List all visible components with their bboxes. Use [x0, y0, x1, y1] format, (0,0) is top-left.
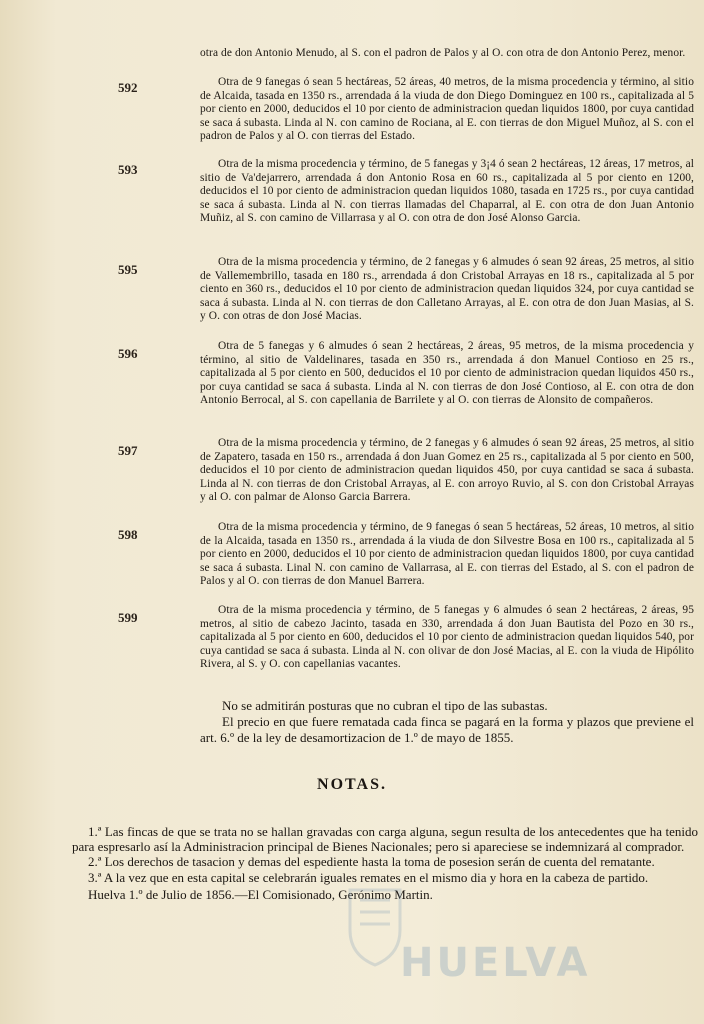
lot-number: 596 — [118, 346, 138, 361]
note-item: 1.ª Las fincas de que se trata no se hallan gravadas con carga alguna, segun resulta de los antecedentes que ha tenido para espresarlo así la Administracion principal de Bienes Nacionales; pero si apareciese se indemnizará al comprador. — [72, 824, 698, 855]
note-item: 2.ª Los derechos de tasacion y demas del espediente hasta la toma de posesion serán de cuenta del rematante. — [88, 854, 655, 870]
lot-text: Otra de la misma procedencia y término, de 2 fanegas y 6 almudes ó sean 92 áreas, 25 metros, al sitio de Vallemembrillo, tasada en 180 rs., arrendada á don Cristobal Arrayas en 18 rs., capitalizada al 5 por ciento en 360 rs., deducidos el 10 por ciento de administracion quedan liquidos 324, por cuya cantidad se saca á subasta. Linda al N. con tierras de don Calletano Arrayas, al E. con otra de don Juan Masias, al S. y O. con otras de don José Macias. — [200, 256, 694, 323]
lot-text: Otra de la misma procedencia y término, de 5 fanegas y 3¡4 ó sean 2 hectáreas, 12 áreas, 17 metros, al sitio de Va'dejarrero, arrendada á don Antonio Rosa en 60 rs., capitalizada al 5 por ciento en 1200, deducidos el 10 por ciento de administracion quedan liquidos 1080, tasada en 1725 rs., por cuya cantidad se saca á subasta. Linda al N. con tierras llamadas del Chaparral, al E. con otra de don Juan Antonio Muñiz, al S. con camino de Villarrasa y al O. con otra de don José Alonso Garcia. — [200, 158, 694, 225]
lot-number: 595 — [118, 262, 138, 277]
watermark-text: HUELVA — [400, 940, 591, 986]
lot-number: 593 — [118, 162, 138, 177]
closing-line-2: El precio en que fuere rematada cada finca se pagará en la forma y plazos que previene el art. 6.º de la ley de desamortizacion de 1.º de mayo de 1855. — [200, 714, 694, 745]
signature-line: Huelva 1.º de Julio de 1856.—El Comisionado, Gerónimo Martin. — [88, 886, 433, 902]
notes-title: NOTAS. — [317, 776, 387, 793]
lot-number: 599 — [118, 610, 138, 625]
lot-text: Otra de 5 fanegas y 6 almudes ó sean 2 hectáreas, 2 áreas, 95 metros, de la misma procedencia y término, al sitio de Valdelinares, tasada en 350 rs., arrendada á don Manuel Contioso en 25 rs., capitalizada al 5 por ciento en 500, deducidos el 10 por ciento de administracion quedan liquidos 450 rs., por cuya cantidad se saca á subasta. Linda al N. con tierras de don José Contioso, al E. con otra de don Antonio Berrocal, al S. con capellania de Barrilete y al O. con tierras de Alonsito de compañeros. — [200, 340, 694, 407]
lot-number: 597 — [118, 443, 138, 458]
note-item: 3.ª A la vez que en esta capital se celebrarán iguales remates en el mismo dia y hora en la cabeza de partido. — [88, 869, 649, 885]
lot-text: Otra de la misma procedencia y término, de 9 fanegas ó sean 5 hectáreas, 52 áreas, 10 metros, al sitio de la Alcaida, tasada en 1350 rs., arrendada á la viuda de don Silvestre Bosa en 100 rs., capitalizada al 5 por ciento en 2000, deducidos el 10 por ciento de administracion quedan liquidos 1800, por cuya cantidad se saca á subasta. Linal N. con camino de Vallarrasa, al E. con tierras del Estado, al S. con el padron de Palos y al O. con tierras de don Manuel Barrera. — [200, 521, 694, 588]
lot-number: 598 — [118, 527, 138, 542]
lot-text: Otra de la misma procedencia y término, de 5 fanegas y 6 almudes ó sean 2 hectáreas, 2 áreas, 95 metros, al sitio de cabezo Jacinto, tasada en 330, arrendada á don Juan Bautista del Pozo en 30 rs., capitalizada al 5 por ciento en 600, deducidos el 10 por ciento de administracion quedan liquidos 540, por cuya cantidad se saca á subasta. Linda al N. con olivar de don José Macias, al E. con la viuda de Hipólito Rivera, al S. y O. con capellanias vacantes. — [200, 604, 694, 671]
lot-text: Otra de la misma procedencia y término, de 2 fanegas y 6 almudes ó sean 92 áreas, 25 metros, al sitio de Zapatero, tasada en 150 rs., arrendada á don Juan Gomez en 25 rs., capitalizada al 5 por ciento en 500, deducidos el 10 por ciento de administracion quedan liquidos 450, por cuya cantidad se saca á subasta. Linda al N. con tierras de don Cristobal Arrayas, al E. con arroyo Ruvio, al S. con don Cristobal Arrayas y al O. con palmar de Alonso Garcia Barrera. — [200, 437, 694, 504]
lot-number: 592 — [118, 80, 138, 95]
closing-line-1: No se admitirán posturas que no cubran el tipo de las subastas. — [222, 698, 548, 713]
lot-text: otra de don Antonio Menudo, al S. con el padron de Palos y al O. con otra de don Antonio Perez, menor. — [200, 47, 686, 59]
lot-text: Otra de 9 fanegas ó sean 5 hectáreas, 52 áreas, 40 metros, de la misma procedencia y término, al sitio de Alcaida, tasada en 1350 rs., arrendada á la viuda de don Diego Dominguez en 100 rs., capitalizada al 5 por ciento en 2000, deducidos el 10 por ciento de administracion quedan liquidos 1800, por cuya cantidad se saca á subasta. Linda al N. con camino de Rociana, al E. con tierras de don Miguel Muñoz, al S. con el padron de Palos y al O. con tierras del Estado. — [200, 76, 694, 143]
